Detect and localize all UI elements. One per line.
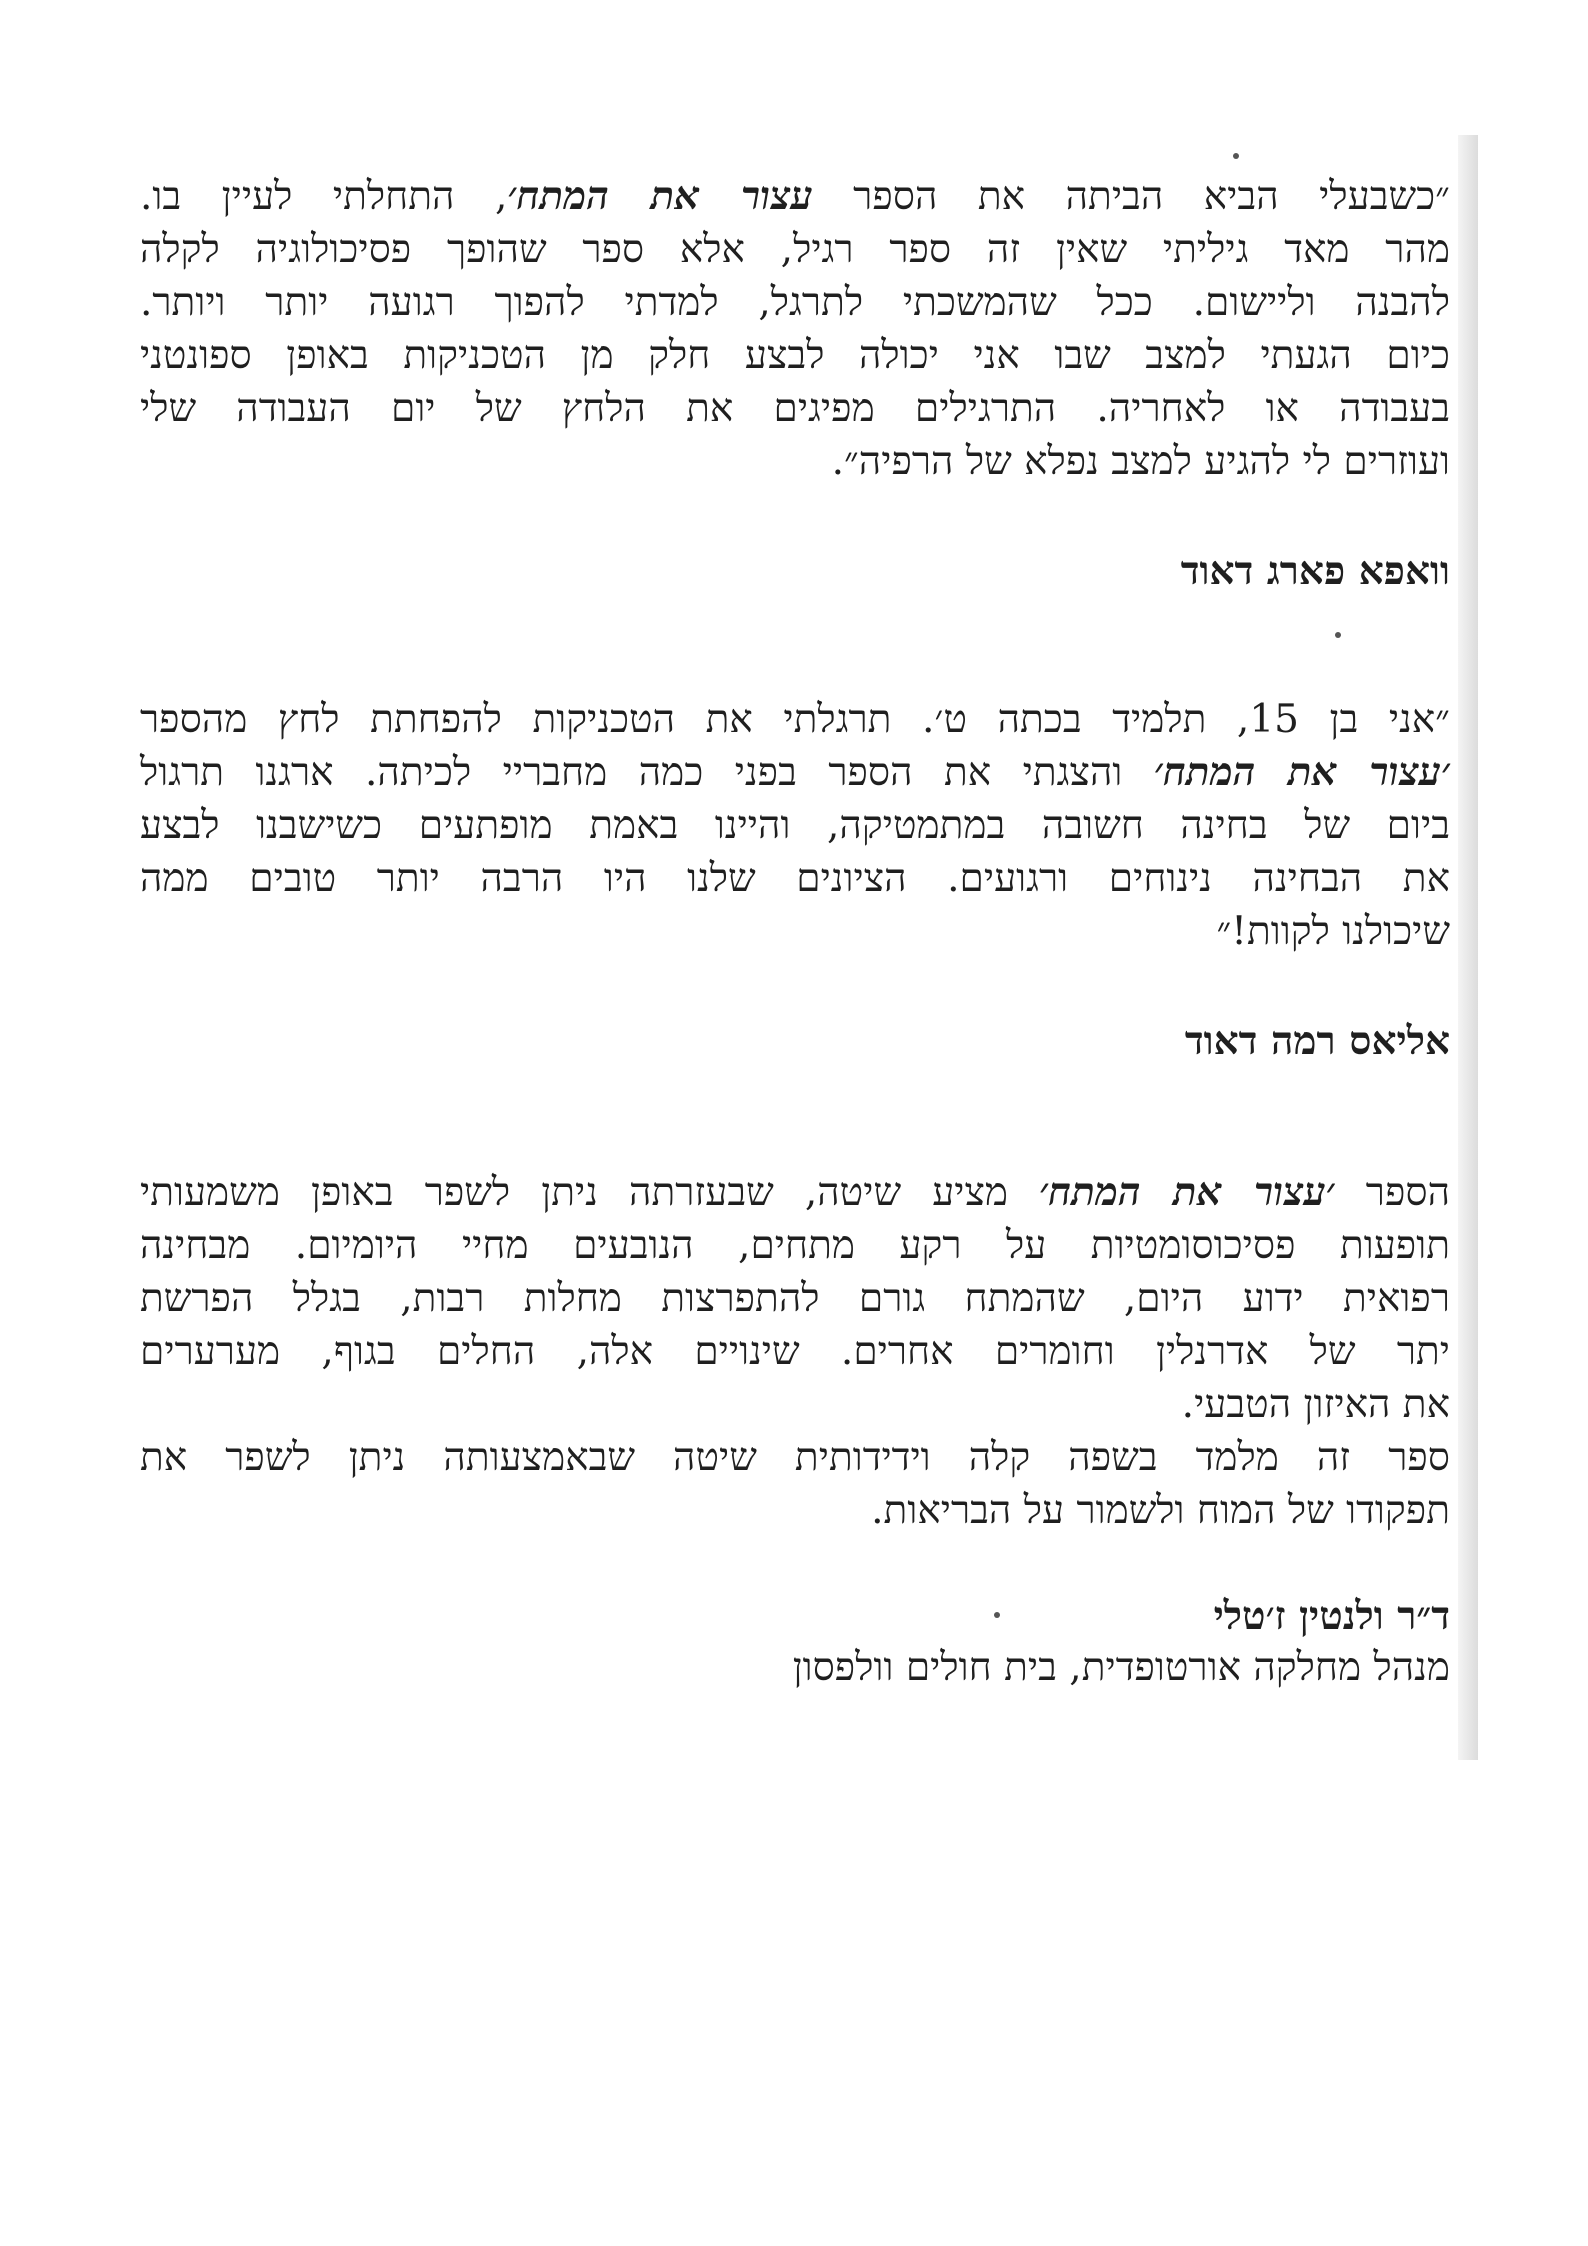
- testimonial-1-text: [140, 170, 1450, 488]
- text-run: הספר: [1334, 1170, 1450, 1215]
- text-line: תפקודו של המוח ולשמור על הבריאות.: [871, 1488, 1450, 1533]
- text-line: בעבודה או לאחריה. התרגילים מפיגים את הלחץ של יום העבודה שלי: [140, 386, 1450, 431]
- book-title: עצור את המתח׳: [507, 173, 813, 219]
- author-1-block: [140, 545, 1450, 597]
- text-run: ״כשבעלי הביא הביתה את הספר: [812, 174, 1450, 219]
- scan-speck: [1335, 632, 1341, 638]
- text-line: [140, 170, 1450, 223]
- signature-title: מנהל מחלקה אורטופדית, בית חולים וולפסון: [792, 1645, 1450, 1690]
- text-line: ספר זה מלמד בשפה קלה וידידותית שיטה שבאמצעותה ניתן לשפר את: [140, 1435, 1450, 1480]
- text-line: להבנה וליישום. ככל שהמשכתי לתרגל, למדתי להפוך רגועה יותר ויותר.: [140, 280, 1450, 325]
- text-line: מהר מאד גיליתי שאין זה ספר רגיל, אלא ספר שהופך פסיכולוגיה לקלה: [140, 227, 1450, 272]
- text-run: , התחלתי לעיין בו.: [140, 174, 508, 219]
- author-2-block: [140, 1015, 1450, 1067]
- text-line: את האיזון הטבעי.: [1181, 1382, 1450, 1427]
- text-run: מציע שיטה, שבעזרתה ניתן לשפר באופן משמעותי: [140, 1170, 1040, 1215]
- text-line: ביום של בחינה חשובה במתמטיקה, והיינו באמת מופתעים כשישבנו לבצע: [140, 803, 1450, 848]
- text-line: ״אני בן 15, תלמיד בכתה ט׳. תרגלתי את הטכניקות להפחתת לחץ מהספר: [140, 697, 1450, 742]
- scan-speck: [994, 1612, 1000, 1618]
- text-line: את הבחינה נינוחים ורגועים. הציונים שלנו היו הרבה יותר טובים ממה: [140, 856, 1450, 901]
- testimonial-3: [140, 1166, 1450, 1537]
- text-run: והצגתי את הספר בפני כמה מחבריי לכיתה. ארגנו תרגול: [140, 750, 1154, 795]
- testimonial-3-text-2: [140, 1431, 1450, 1537]
- text-line: [140, 1166, 1450, 1219]
- author-name: וואפא פארג דאוד: [1180, 548, 1450, 594]
- testimonial-1: [140, 170, 1450, 488]
- text-line: יתר של אדרנלין וחומרים אחרים. שינויים אלה, החלים בגוף, מערערים: [140, 1329, 1450, 1374]
- book-title: ׳עצור את המתח׳: [1153, 749, 1450, 795]
- text-line: רפואית ידוע היום, שהמתח גורם להתפרצות מחלות רבות, בגלל הפרשת: [140, 1276, 1450, 1321]
- signature-name: ד״ר ולנטין ז׳טלי: [1213, 1593, 1450, 1639]
- text-line: שיכולנו לקוות!״: [1216, 909, 1450, 954]
- book-title: ׳עצור את המתח׳: [1039, 1169, 1335, 1215]
- text-line: כיום הגעתי למצב שבו אני יכולה לבצע חלק מן הטכניקות באופן ספונטני: [140, 333, 1450, 378]
- text-line: ועוזרים לי להגיע למצב נפלא של הרפיה״.: [831, 439, 1450, 484]
- text-line: [140, 746, 1450, 799]
- signature-block: [140, 1590, 1450, 1694]
- scan-speck: [1233, 153, 1239, 159]
- author-name: אליאס רמה דאוד: [1184, 1018, 1450, 1064]
- testimonial-2-text: [140, 693, 1450, 958]
- testimonial-3-text: [140, 1166, 1450, 1431]
- testimonial-2: [140, 693, 1450, 958]
- text-line: תופעות פסיכוסומטיות על רקע מתחים, הנובעים מחיי היומיום. מבחינה: [140, 1223, 1450, 1268]
